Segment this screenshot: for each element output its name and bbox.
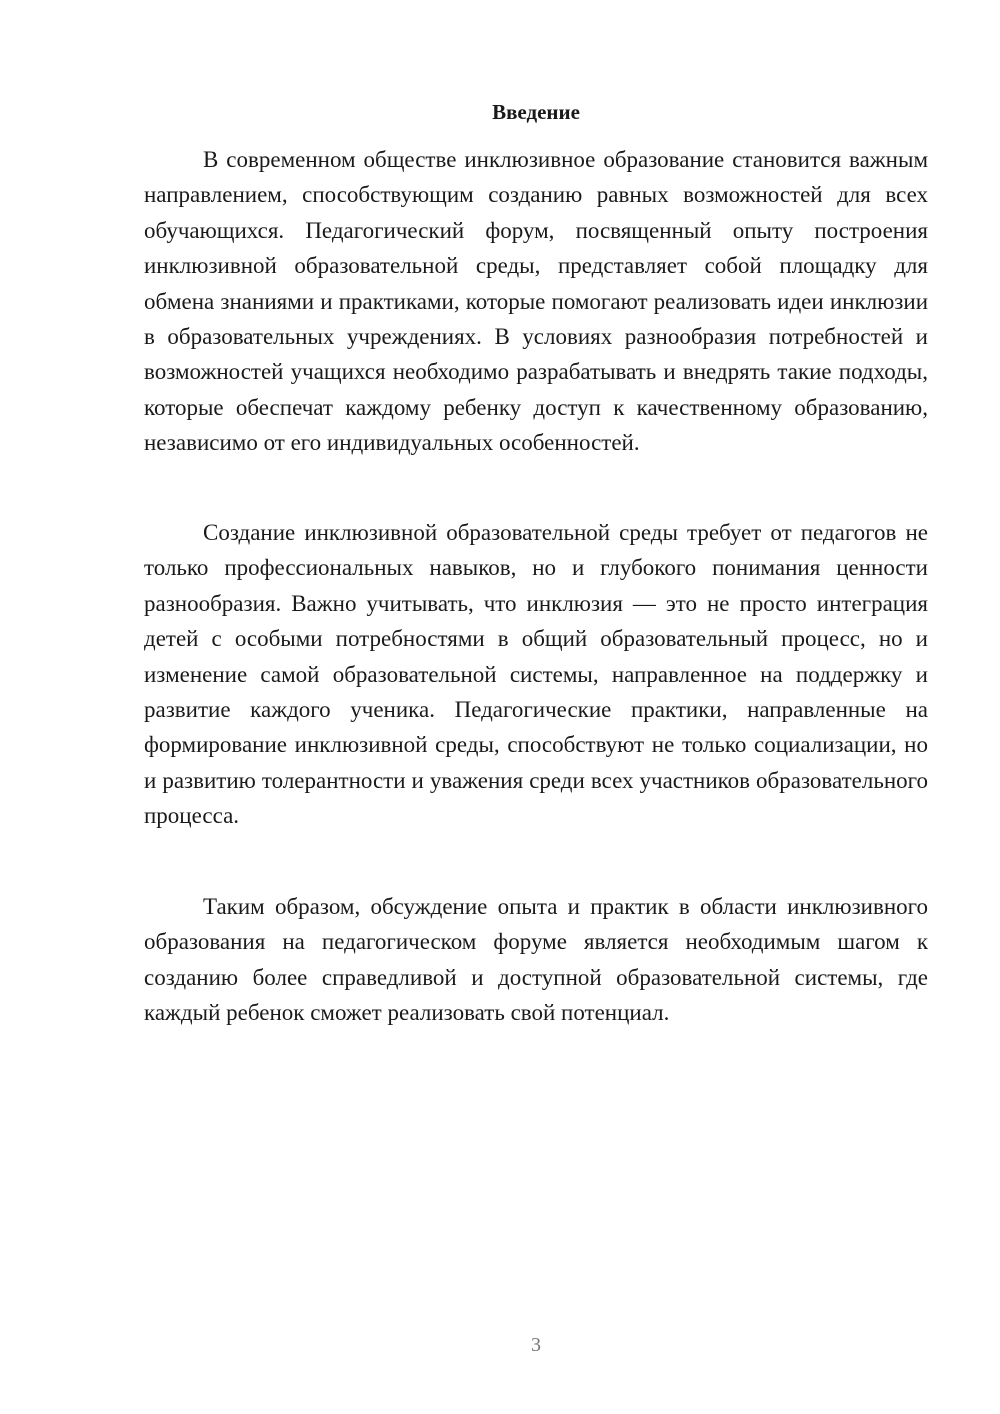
paragraph-3: Таким образом, обсуждение опыта и практик в области инклюзивного образования на педагогическом форуме является необходимым шагом к созданию более справедливой и доступной образовательной системы, где каждый ребенок сможет реализовать свой потенциал.	[144, 894, 928, 1026]
paragraph-2: Создание инклюзивной образовательной среды требует от педагогов не только профессиональных навыков, но и глубокого понимания ценности разнообразия. Важно учитывать, что инклюзия — это не просто интеграция детей с особыми потребностями в общий образовательный процесс, но и изменение самой образовательной системы, направленное на поддержку и развитие каждого ученика. Педагогические практики, направленные на формирование инклюзивной среды, способствуют не только социализации, но и развитию толерантности и уважения среди всех участников образовательного процесса.	[144, 520, 928, 829]
page-number: 3	[531, 1334, 541, 1356]
section-heading: Введение	[492, 100, 580, 124]
paragraph-1: В современном обществе инклюзивное образование становится важным направлением, способствующим созданию равных возможностей для всех обучающихся. Педагогический форум, посвященный опыту построения инклюзивной образовательной среды, представляет собой площадку для обмена знаниями и практиками, которые помогают реализовать идеи инклюзии в образовательных учреждениях. В условиях разнообразия потребностей и возможностей учащихся необходимо разрабатывать и внедрять такие подходы, которые обеспечат каждому ребенку доступ к качественному образованию, независимо от его индивидуальных особенностей.	[144, 147, 928, 456]
